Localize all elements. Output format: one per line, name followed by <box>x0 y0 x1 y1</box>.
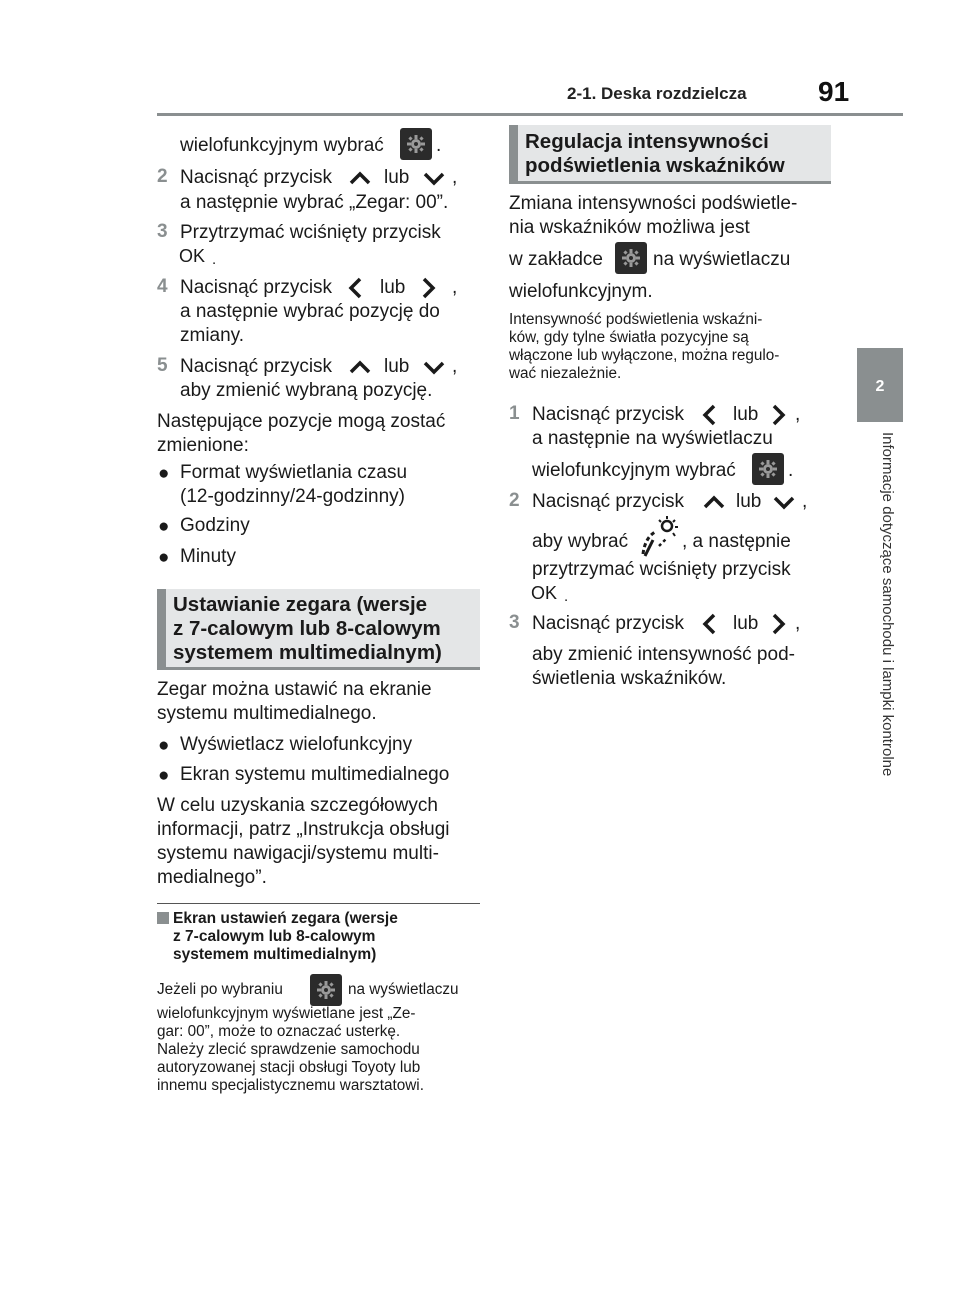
paragraph: informacji, patrz „Instrukcja obsługi <box>157 819 450 840</box>
step-number: 1 <box>509 403 520 424</box>
paragraph: W celu uzyskania szczegółowych <box>157 795 438 816</box>
heading-line: Regulacja intensywności <box>525 130 769 153</box>
step-text: , <box>795 613 801 634</box>
step-text: aby zmienić wybraną pozycję. <box>180 380 433 401</box>
note-text: Należy zlecić sprawdzenie samochodu <box>157 1041 420 1058</box>
step-number: 3 <box>509 612 520 633</box>
bullet-icon: ● <box>158 765 170 786</box>
list-item: Ekran systemu multimedialnego <box>180 764 450 785</box>
punctuation: . <box>564 588 569 605</box>
chevron-up-icon <box>346 166 374 190</box>
step-text: , <box>452 167 458 188</box>
ok-button-symbol: OK <box>179 246 206 266</box>
bullet-icon: ● <box>158 516 170 537</box>
paragraph: w zakładce <box>509 249 603 270</box>
step-text: lub <box>736 491 762 512</box>
step-text: wielofunkcyjnym wybrać <box>532 460 736 481</box>
list-item: (12-godzinny/24-godzinny) <box>180 486 405 507</box>
square-bullet-icon <box>157 912 169 924</box>
paragraph: Zegar można ustawić na ekranie <box>157 679 432 700</box>
step-text: , a następnie <box>682 531 791 552</box>
note-heading: systemem multimedialnym) <box>173 946 377 963</box>
step-text: Nacisnąć przycisk <box>180 356 333 377</box>
step-text: lub <box>384 167 410 188</box>
step-text: a następnie wybrać „Zegar: 00”. <box>180 192 449 213</box>
step-text: a następnie wybrać pozycję do <box>180 301 440 322</box>
step-text: a następnie na wyświetlaczu <box>532 428 773 449</box>
note-text: na wyświetlaczu <box>348 981 459 998</box>
paragraph: wielofunkcyjnym. <box>509 281 653 302</box>
list-item: Wyświetlacz wielofunkcyjny <box>180 734 413 755</box>
list-item: Godziny <box>180 515 250 536</box>
heading-line: z 7-calowym lub 8-calowym <box>173 617 441 640</box>
step-text: aby zmienić intensywność pod- <box>532 644 795 665</box>
bullet-icon: ● <box>158 463 170 484</box>
note-text: ków, gdy tylne światła pozycyjne są <box>509 329 749 346</box>
chapter-number: 2 <box>875 378 885 395</box>
chevron-down-icon <box>420 355 448 379</box>
chevron-right-icon <box>416 276 440 300</box>
punctuation: . <box>788 460 794 481</box>
step-text: lub <box>380 277 406 298</box>
step-text: zmiany. <box>180 325 245 346</box>
step-number: 3 <box>157 221 168 242</box>
bullet-icon: ● <box>158 735 170 756</box>
note-text: Jeżeli po wybraniu <box>157 981 283 998</box>
settings-gear-icon <box>310 974 342 1006</box>
page-number: 91 <box>818 76 850 107</box>
paragraph: nia wskaźników możliwa jest <box>509 217 750 238</box>
section-heading-clock <box>157 589 480 670</box>
list-item: Minuty <box>180 546 236 567</box>
step-text: lub <box>733 613 759 634</box>
chevron-right-icon <box>766 403 790 427</box>
chevron-left-icon <box>698 612 722 636</box>
step-text: Nacisnąć przycisk <box>532 404 685 425</box>
chevron-down-icon <box>770 490 798 514</box>
heading-line: podświetlenia wskaźników <box>525 154 785 177</box>
step-number: 5 <box>157 355 168 376</box>
header-section-title: 2-1. Deska rozdzielcza <box>567 84 747 103</box>
step-number: 2 <box>509 490 520 511</box>
settings-gear-icon <box>752 453 784 485</box>
step-text: Nacisnąć przycisk <box>532 613 685 634</box>
step-text: Nacisnąć przycisk <box>532 491 685 512</box>
chapter-label: Informacje dotyczące samochodu i lampki kontrolne <box>879 432 896 777</box>
step-text: świetlenia wskaźników. <box>532 668 727 689</box>
chapter-tab <box>857 348 903 422</box>
punctuation: . <box>436 135 442 156</box>
punctuation: . <box>212 251 217 268</box>
step-text: Przytrzymać wciśnięty przycisk <box>180 222 441 243</box>
step1-continuation: wielofunkcyjnym wybrać <box>180 135 384 156</box>
paragraph: Zmiana intensywności podświetle- <box>509 193 798 214</box>
chevron-up-icon <box>700 490 728 514</box>
step-number: 4 <box>157 276 168 297</box>
step-number: 2 <box>157 166 168 187</box>
note-text: innemu specjalistycznemu warsztatowi. <box>157 1077 424 1094</box>
step-text: aby wybrać <box>532 531 629 552</box>
chevron-down-icon <box>420 166 448 190</box>
chevron-left-icon <box>344 276 368 300</box>
header-divider <box>157 113 903 116</box>
note-text: gar: 00”, może to oznaczać usterkę. <box>157 1023 401 1040</box>
paragraph: Następujące pozycje mogą zostać <box>157 411 446 432</box>
step-text: lub <box>384 356 410 377</box>
bullet-icon: ● <box>158 547 170 568</box>
chevron-up-icon <box>346 355 374 379</box>
illumination-icon <box>637 516 681 560</box>
settings-gear-icon <box>615 242 647 274</box>
note-text: Intensywność podświetlenia wskaźni- <box>509 311 763 328</box>
paragraph: zmienione: <box>157 435 249 456</box>
chevron-left-icon <box>698 403 722 427</box>
paragraph: systemu multimedialnego. <box>157 703 377 724</box>
settings-gear-icon <box>400 128 432 160</box>
step-text: przytrzymać wciśnięty przycisk <box>532 559 791 580</box>
note-text: wielofunkcyjnym wyświetlane jest „Ze- <box>157 1005 416 1022</box>
step-text: , <box>452 356 458 377</box>
note-text: autoryzowanej stacji obsługi Toyoty lub <box>157 1059 421 1076</box>
step-text: , <box>802 491 808 512</box>
note-text: włączone lub wyłączone, można regulo- <box>509 347 780 364</box>
chevron-right-icon <box>766 612 790 636</box>
paragraph: systemu nawigacji/systemu multi- <box>157 843 439 864</box>
note-divider <box>157 903 480 904</box>
heading-accent-bar <box>509 125 518 181</box>
note-heading: Ekran ustawień zegara (wersje <box>173 910 398 927</box>
ok-button-symbol: OK <box>531 583 558 603</box>
step-text: , <box>795 404 801 425</box>
section-heading-illumination <box>509 125 831 184</box>
list-item: Format wyświetlania czasu <box>180 462 408 483</box>
paragraph: na wyświetlaczu <box>653 249 791 270</box>
heading-line: Ustawianie zegara (wersje <box>173 593 428 616</box>
paragraph: medialnego”. <box>157 867 267 888</box>
step-text: Nacisnąć przycisk <box>180 277 333 298</box>
step-text: , <box>452 277 458 298</box>
note-text: wać niezależnie. <box>509 365 622 382</box>
step-text: lub <box>733 404 759 425</box>
step-text: Nacisnąć przycisk <box>180 167 333 188</box>
heading-accent-bar <box>157 589 166 667</box>
heading-line: systemem multimedialnym) <box>173 641 442 664</box>
note-heading: z 7-calowym lub 8-calowym <box>173 928 376 945</box>
